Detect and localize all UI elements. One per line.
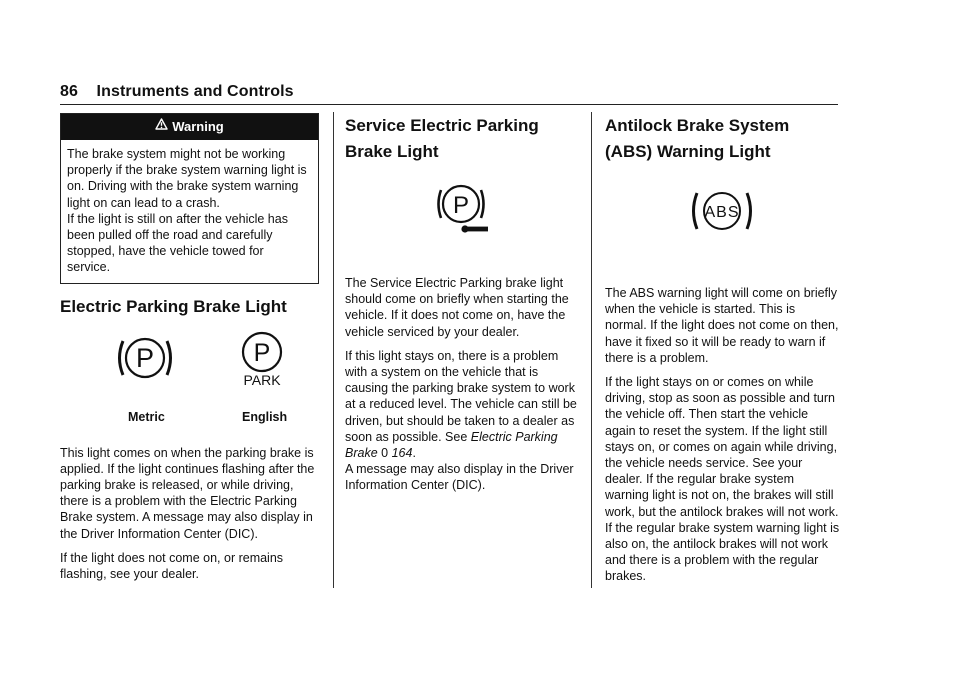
warning-box <box>60 113 319 284</box>
column-divider <box>591 112 592 588</box>
body-paragraph: If the light stays on or comes on while driving, stop as soon as possible and turn the vehicle off. Then start the vehicle again to reset the system. If the light still stays on, or comes on again while driving, the vehicle needs service. See your dealer. If the regular brake system warning light is not on, the brakes will still work, but the antilock brakes will not work. If the regular brake system warning light is also on, the antilock brakes will not work and there is a problem with the regular brakes. <box>605 375 840 584</box>
cross-reference-page[interactable]: 164 <box>391 446 413 461</box>
body-paragraph: The ABS warning light will come on briefly when the vehicle is started. This is normal. If the light does not come on then, have it fixed so it will be ready to warn if there is a problem. <box>605 286 839 365</box>
epb-icons <box>60 329 319 429</box>
column-middle <box>345 113 577 502</box>
body-paragraph: A message may also display in the Driver Information Center (DIC). <box>345 462 574 493</box>
abs-warning-icon <box>687 186 757 236</box>
body-paragraph: The Service Electric Parking brake light should come on briefly when starting the vehicle. If it does not come on, have the vehicle serviced by your dealer. <box>345 276 569 339</box>
park-word: PARK <box>243 371 281 388</box>
column-right <box>605 113 840 593</box>
parking-letter: P <box>452 192 470 219</box>
body-paragraph: This light comes on when the parking brake is applied. If the light continues flashing after the parking brake is released, or while driving, there is a problem with the Electric Parking Brake system. A message may also display in the Driver Information Center (DIC). <box>60 445 315 541</box>
service-parking-brake-icon <box>437 181 489 235</box>
abs-heading: Antilock Brake System (ABS) Warning Light <box>605 116 790 161</box>
section-title: Instruments and Controls <box>96 83 294 100</box>
page-header <box>60 83 294 101</box>
warning-header <box>61 114 318 140</box>
parking-letter: P <box>253 338 271 367</box>
body-paragraph: If the light does not come on, or remains flashing, see your dealer. <box>60 550 284 582</box>
parking-brake-metric-icon <box>114 332 176 384</box>
service-epb-heading: Service Electric Parking Brake Light <box>345 116 539 161</box>
parking-brake-english-icon <box>234 331 290 389</box>
column-divider <box>333 112 334 588</box>
page-number: 86 <box>60 83 78 100</box>
parking-letter: P <box>135 342 155 373</box>
cross-reference-link[interactable]: Electric Parking Brake <box>345 429 558 461</box>
warning-text: If the light is still on after the vehicle has been pulled off the road and carefully stopped, have the vehicle towed for service. <box>67 211 288 275</box>
body-paragraph: If this light stays on, there is a problem with a system on the vehicle that is causing the parking brake system to work at a reduced level. The vehicle can still be driven, but should be taken to a dealer as soon as possible. See Electric Parking Brake 0 164. <box>345 348 577 461</box>
page-ref-symbol: 0 <box>381 446 389 461</box>
caption-english: English <box>242 409 288 424</box>
caption-metric: Metric <box>128 409 165 424</box>
epb-heading: Electric Parking Brake Light <box>60 296 287 316</box>
service-icon-area <box>345 165 577 275</box>
abs-icon-area <box>605 165 840 285</box>
warning-title: Warning <box>172 119 224 134</box>
column-left <box>60 113 319 590</box>
warning-body <box>61 140 318 283</box>
warning-text: The brake system might not be working properly if the brake system warning light is on. Driving with the brake system warning light on can lead to a crash. <box>67 147 307 210</box>
header-divider <box>60 104 838 105</box>
wrench-icon <box>461 225 488 232</box>
abs-label: ABS <box>704 204 740 221</box>
warning-triangle-icon <box>155 113 168 139</box>
